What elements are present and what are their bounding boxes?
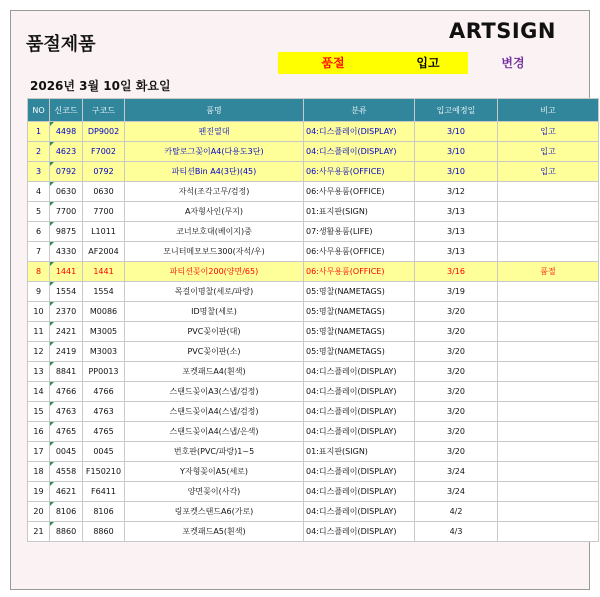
- table-row[interactable]: [28, 522, 599, 542]
- table-header-row: [28, 99, 599, 122]
- cell-arrival-date: 3/19: [415, 282, 498, 302]
- cell-arrival-date: 3/20: [415, 362, 498, 382]
- cell-product-name: 스탠드꽂이A3(스냅/검정): [125, 382, 304, 402]
- col-header-product-name: 품명: [125, 99, 304, 122]
- cell-category: 04:디스플레이(DISPLAY): [304, 522, 415, 542]
- cell-product-name: 목걸이명찰(세로/파랑): [125, 282, 304, 302]
- cell-old-code: 1441: [83, 262, 125, 282]
- col-header-new-code: 신코드: [50, 99, 83, 122]
- cell-product-name: 파티션꽂이200(양면/65): [125, 262, 304, 282]
- cell-category: 04:디스플레이(DISPLAY): [304, 142, 415, 162]
- cell-note: [498, 382, 599, 402]
- cell-product-name: 스탠드꽂이A4(스냅/은색): [125, 422, 304, 442]
- table-row[interactable]: [28, 462, 599, 482]
- table-row[interactable]: [28, 302, 599, 322]
- cell-old-code: 4766: [83, 382, 125, 402]
- cell-old-code: M0086: [83, 302, 125, 322]
- cell-old-code: 7700: [83, 202, 125, 222]
- cell-arrival-date: 3/20: [415, 402, 498, 422]
- cell-note: [498, 502, 599, 522]
- cell-arrival-date: 3/24: [415, 482, 498, 502]
- soldout-table: [27, 98, 599, 542]
- cell-note: [498, 402, 599, 422]
- cell-product-name: Y자형꽂이A5(세로): [125, 462, 304, 482]
- cell-category: 06:사무용품(OFFICE): [304, 182, 415, 202]
- cell-product-name: 포켓패드A4(흰색): [125, 362, 304, 382]
- legend-changed: 변경: [501, 56, 525, 70]
- cell-no: 20: [28, 502, 50, 522]
- table-row[interactable]: [28, 422, 599, 442]
- cell-new-code: 4330: [50, 242, 83, 262]
- cell-new-code: 4498: [50, 122, 83, 142]
- cell-no: 2: [28, 142, 50, 162]
- table-row[interactable]: [28, 242, 599, 262]
- cell-old-code: 4765: [83, 422, 125, 442]
- cell-old-code: M3005: [83, 322, 125, 342]
- cell-no: 11: [28, 322, 50, 342]
- table-row[interactable]: [28, 262, 599, 282]
- cell-old-code: 1554: [83, 282, 125, 302]
- table-row[interactable]: [28, 142, 599, 162]
- cell-note: [498, 322, 599, 342]
- cell-new-code: 0045: [50, 442, 83, 462]
- cell-no: 7: [28, 242, 50, 262]
- cell-note: [498, 202, 599, 222]
- cell-old-code: 0045: [83, 442, 125, 462]
- cell-category: 07:생활용품(LIFE): [304, 222, 415, 242]
- cell-new-code: 8860: [50, 522, 83, 542]
- cell-product-name: 스탠드꽂이A4(스냅/검정): [125, 402, 304, 422]
- cell-old-code: DP9002: [83, 122, 125, 142]
- cell-old-code: PP0013: [83, 362, 125, 382]
- col-header-no: NO: [28, 99, 50, 122]
- cell-category: 06:사무용품(OFFICE): [304, 242, 415, 262]
- cell-category: 04:디스플레이(DISPLAY): [304, 502, 415, 522]
- cell-no: 21: [28, 522, 50, 542]
- cell-note: 입고: [498, 122, 599, 142]
- cell-arrival-date: 4/2: [415, 502, 498, 522]
- cell-arrival-date: 3/13: [415, 202, 498, 222]
- cell-category: 04:디스플레이(DISPLAY): [304, 382, 415, 402]
- table-row[interactable]: [28, 222, 599, 242]
- cell-arrival-date: 3/24: [415, 462, 498, 482]
- cell-new-code: 2370: [50, 302, 83, 322]
- cell-product-name: 파티션Bin A4(3단)(45): [125, 162, 304, 182]
- cell-new-code: 9875: [50, 222, 83, 242]
- cell-new-code: 4766: [50, 382, 83, 402]
- cell-old-code: F7002: [83, 142, 125, 162]
- cell-note: [498, 422, 599, 442]
- cell-arrival-date: 3/13: [415, 242, 498, 262]
- table-row[interactable]: [28, 362, 599, 382]
- cell-arrival-date: 3/20: [415, 442, 498, 462]
- table-row[interactable]: [28, 482, 599, 502]
- table-row[interactable]: [28, 442, 599, 462]
- table-row[interactable]: [28, 202, 599, 222]
- cell-no: 18: [28, 462, 50, 482]
- cell-arrival-date: 3/20: [415, 302, 498, 322]
- cell-product-name: 모니터메모보드300(자석/우): [125, 242, 304, 262]
- cell-arrival-date: 3/10: [415, 142, 498, 162]
- cell-old-code: 8860: [83, 522, 125, 542]
- cell-category: 04:디스플레이(DISPLAY): [304, 462, 415, 482]
- cell-product-name: A자형사인(무지): [125, 202, 304, 222]
- cell-old-code: 0630: [83, 182, 125, 202]
- cell-category: 04:디스플레이(DISPLAY): [304, 422, 415, 442]
- cell-arrival-date: 3/10: [415, 122, 498, 142]
- cell-note: 입고: [498, 162, 599, 182]
- page-title: 품절제품: [26, 34, 96, 55]
- cell-new-code: 4763: [50, 402, 83, 422]
- cell-product-name: 펜진열대: [125, 122, 304, 142]
- cell-old-code: 4763: [83, 402, 125, 422]
- cell-no: 13: [28, 362, 50, 382]
- cell-no: 3: [28, 162, 50, 182]
- cell-new-code: 4623: [50, 142, 83, 162]
- cell-old-code: F6411: [83, 482, 125, 502]
- cell-no: 1: [28, 122, 50, 142]
- cell-old-code: M3003: [83, 342, 125, 362]
- cell-no: 16: [28, 422, 50, 442]
- cell-old-code: F150210: [83, 462, 125, 482]
- cell-arrival-date: 3/13: [415, 222, 498, 242]
- cell-arrival-date: 3/20: [415, 342, 498, 362]
- cell-category: 04:디스플레이(DISPLAY): [304, 402, 415, 422]
- table-row[interactable]: [28, 322, 599, 342]
- cell-category: 05:명찰(NAMETAGS): [304, 322, 415, 342]
- cell-new-code: 4621: [50, 482, 83, 502]
- cell-note: [498, 442, 599, 462]
- cell-arrival-date: 3/16: [415, 262, 498, 282]
- cell-no: 15: [28, 402, 50, 422]
- cell-new-code: 1554: [50, 282, 83, 302]
- cell-note: [498, 462, 599, 482]
- cell-note: [498, 362, 599, 382]
- cell-category: 01:표지판(SIGN): [304, 202, 415, 222]
- cell-product-name: PVC꽂이판(대): [125, 322, 304, 342]
- report-date: 2026년 3월 10일 화요일: [30, 79, 171, 93]
- cell-note: [498, 482, 599, 502]
- cell-arrival-date: 3/10: [415, 162, 498, 182]
- table-row[interactable]: [28, 122, 599, 142]
- cell-no: 4: [28, 182, 50, 202]
- cell-old-code: 8106: [83, 502, 125, 522]
- cell-no: 14: [28, 382, 50, 402]
- cell-product-name: 번호판(PVC/파랑)1~5: [125, 442, 304, 462]
- cell-category: 01:표지판(SIGN): [304, 442, 415, 462]
- cell-category: 04:디스플레이(DISPLAY): [304, 362, 415, 382]
- cell-old-code: 0792: [83, 162, 125, 182]
- legend-incoming: 입고: [388, 52, 468, 74]
- cell-category: 05:명찰(NAMETAGS): [304, 282, 415, 302]
- table-row[interactable]: [28, 342, 599, 362]
- cell-note: 입고: [498, 142, 599, 162]
- col-header-category: 분류: [304, 99, 415, 122]
- cell-arrival-date: 3/20: [415, 382, 498, 402]
- col-header-note: 비고: [498, 99, 599, 122]
- cell-product-name: 자석(조각고무/검정): [125, 182, 304, 202]
- cell-no: 6: [28, 222, 50, 242]
- cell-note: [498, 522, 599, 542]
- cell-new-code: 2421: [50, 322, 83, 342]
- cell-old-code: L1011: [83, 222, 125, 242]
- cell-no: 8: [28, 262, 50, 282]
- cell-note: 품절: [498, 262, 599, 282]
- cell-no: 5: [28, 202, 50, 222]
- cell-category: 04:디스플레이(DISPLAY): [304, 122, 415, 142]
- cell-no: 9: [28, 282, 50, 302]
- col-header-old-code: 구코드: [83, 99, 125, 122]
- cell-category: 05:명찰(NAMETAGS): [304, 342, 415, 362]
- cell-category: 06:사무용품(OFFICE): [304, 262, 415, 282]
- cell-arrival-date: 4/3: [415, 522, 498, 542]
- table-row[interactable]: [28, 162, 599, 182]
- cell-product-name: 링포켓스탠드A6(가로): [125, 502, 304, 522]
- cell-arrival-date: 3/20: [415, 322, 498, 342]
- cell-new-code: 7700: [50, 202, 83, 222]
- cell-note: [498, 282, 599, 302]
- cell-arrival-date: 3/12: [415, 182, 498, 202]
- cell-note: [498, 342, 599, 362]
- cell-new-code: 8841: [50, 362, 83, 382]
- cell-new-code: 0630: [50, 182, 83, 202]
- cell-new-code: 0792: [50, 162, 83, 182]
- col-header-arrival-date: 입고예정일: [415, 99, 498, 122]
- cell-product-name: 양면꽂이(사각): [125, 482, 304, 502]
- cell-no: 17: [28, 442, 50, 462]
- table-row[interactable]: [28, 282, 599, 302]
- cell-product-name: 포켓패드A5(흰색): [125, 522, 304, 542]
- cell-product-name: 코너보호대(베이지)중: [125, 222, 304, 242]
- brand-logo: ARTSIGN: [448, 19, 556, 43]
- cell-new-code: 4765: [50, 422, 83, 442]
- cell-note: [498, 222, 599, 242]
- cell-new-code: 8106: [50, 502, 83, 522]
- cell-arrival-date: 3/20: [415, 422, 498, 442]
- cell-category: 04:디스플레이(DISPLAY): [304, 482, 415, 502]
- cell-note: [498, 302, 599, 322]
- table-row[interactable]: [28, 382, 599, 402]
- table-row[interactable]: [28, 402, 599, 422]
- cell-no: 10: [28, 302, 50, 322]
- cell-new-code: 1441: [50, 262, 83, 282]
- legend-soldout: 품절: [278, 52, 388, 74]
- cell-old-code: AF2004: [83, 242, 125, 262]
- table-row[interactable]: [28, 182, 599, 202]
- cell-note: [498, 242, 599, 262]
- cell-new-code: 2419: [50, 342, 83, 362]
- legend-tags: [278, 52, 558, 74]
- cell-product-name: 카탈로그꽂이A4(다용도3단): [125, 142, 304, 162]
- cell-category: 05:명찰(NAMETAGS): [304, 302, 415, 322]
- cell-category: 06:사무용품(OFFICE): [304, 162, 415, 182]
- cell-no: 19: [28, 482, 50, 502]
- cell-new-code: 4558: [50, 462, 83, 482]
- cell-product-name: ID명찰(세로): [125, 302, 304, 322]
- cell-product-name: PVC꽂이판(소): [125, 342, 304, 362]
- cell-no: 12: [28, 342, 50, 362]
- table-row[interactable]: [28, 502, 599, 522]
- cell-note: [498, 182, 599, 202]
